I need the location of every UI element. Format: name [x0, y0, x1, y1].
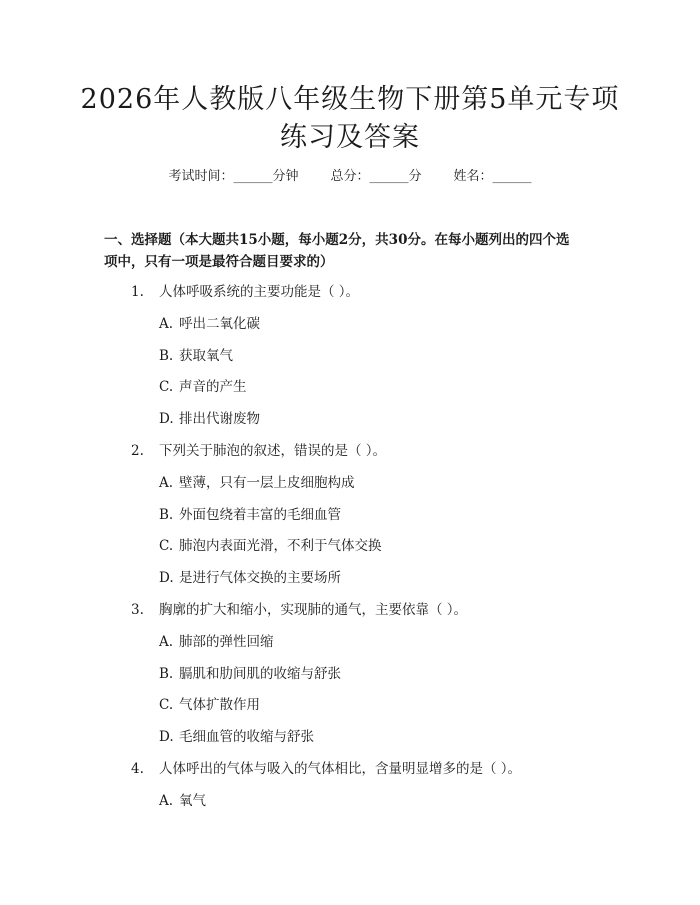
- option-label: B.: [159, 507, 174, 523]
- section-heading-line-1: 一、选择题（本大题共15小题，每小题2分，共30分。在每小题列出的四个选: [104, 232, 570, 248]
- page-title-line-2: 练习及答案: [280, 122, 420, 153]
- page-title-line-1: 2026年人教版八年级生物下册第5单元专项: [80, 84, 620, 115]
- option-label: D.: [159, 570, 174, 586]
- option-text: 氧气: [179, 793, 206, 809]
- option-label: D.: [159, 729, 174, 745]
- question-text: 人体呼吸系统的主要功能是（ ）。: [159, 284, 360, 300]
- option-text: 壁薄，只有一层上皮细胞构成: [179, 475, 355, 491]
- question-number: 3.: [131, 602, 144, 618]
- option-label: A.: [159, 793, 174, 809]
- question-number: 4.: [131, 761, 144, 777]
- question-number: 2.: [131, 443, 144, 459]
- option-label: C.: [159, 697, 174, 713]
- option-label: B.: [159, 348, 174, 364]
- option-text: 声音的产生: [179, 379, 247, 395]
- question-text: 下列关于肺泡的叙述，错误的是（ ）。: [159, 443, 387, 459]
- option-text: 外面包绕着丰富的毛细血管: [179, 507, 341, 523]
- option-label: A.: [159, 475, 174, 491]
- option-label: C.: [159, 538, 174, 554]
- option-text: 呼出二氧化碳: [179, 316, 260, 332]
- option-label: A.: [159, 316, 174, 332]
- total-score-field: 总分：______分: [330, 169, 422, 184]
- exam-meta: [0, 168, 700, 186]
- option-text: 获取氧气: [179, 348, 233, 364]
- option-label: B.: [159, 666, 174, 682]
- option-text: 肺泡内表面光滑，不利于气体交换: [179, 538, 382, 554]
- option-label: D.: [159, 411, 174, 427]
- option-text: 排出代谢废物: [179, 411, 260, 427]
- question-text: 胸廓的扩大和缩小，实现肺的通气，主要依靠（ ）。: [159, 602, 468, 618]
- section-heading-line-2: 项中，只有一项是最符合题目要求的）: [104, 254, 334, 270]
- option-text: 是进行气体交换的主要场所: [179, 570, 341, 586]
- option-text: 肺部的弹性回缩: [179, 634, 274, 650]
- student-name-field: 姓名：______: [453, 169, 532, 184]
- option-label: A.: [159, 634, 174, 650]
- option-text: 毛细血管的收缩与舒张: [179, 729, 314, 745]
- option-label: C.: [159, 379, 174, 395]
- option-text: 膈肌和肋间肌的收缩与舒张: [179, 666, 341, 682]
- question-number: 1.: [131, 284, 144, 300]
- option-text: 气体扩散作用: [179, 697, 260, 713]
- exam-time-field: 考试时间：______分钟: [168, 169, 299, 184]
- question-text: 人体呼出的气体与吸入的气体相比，含量明显增多的是（ ）。: [159, 761, 522, 777]
